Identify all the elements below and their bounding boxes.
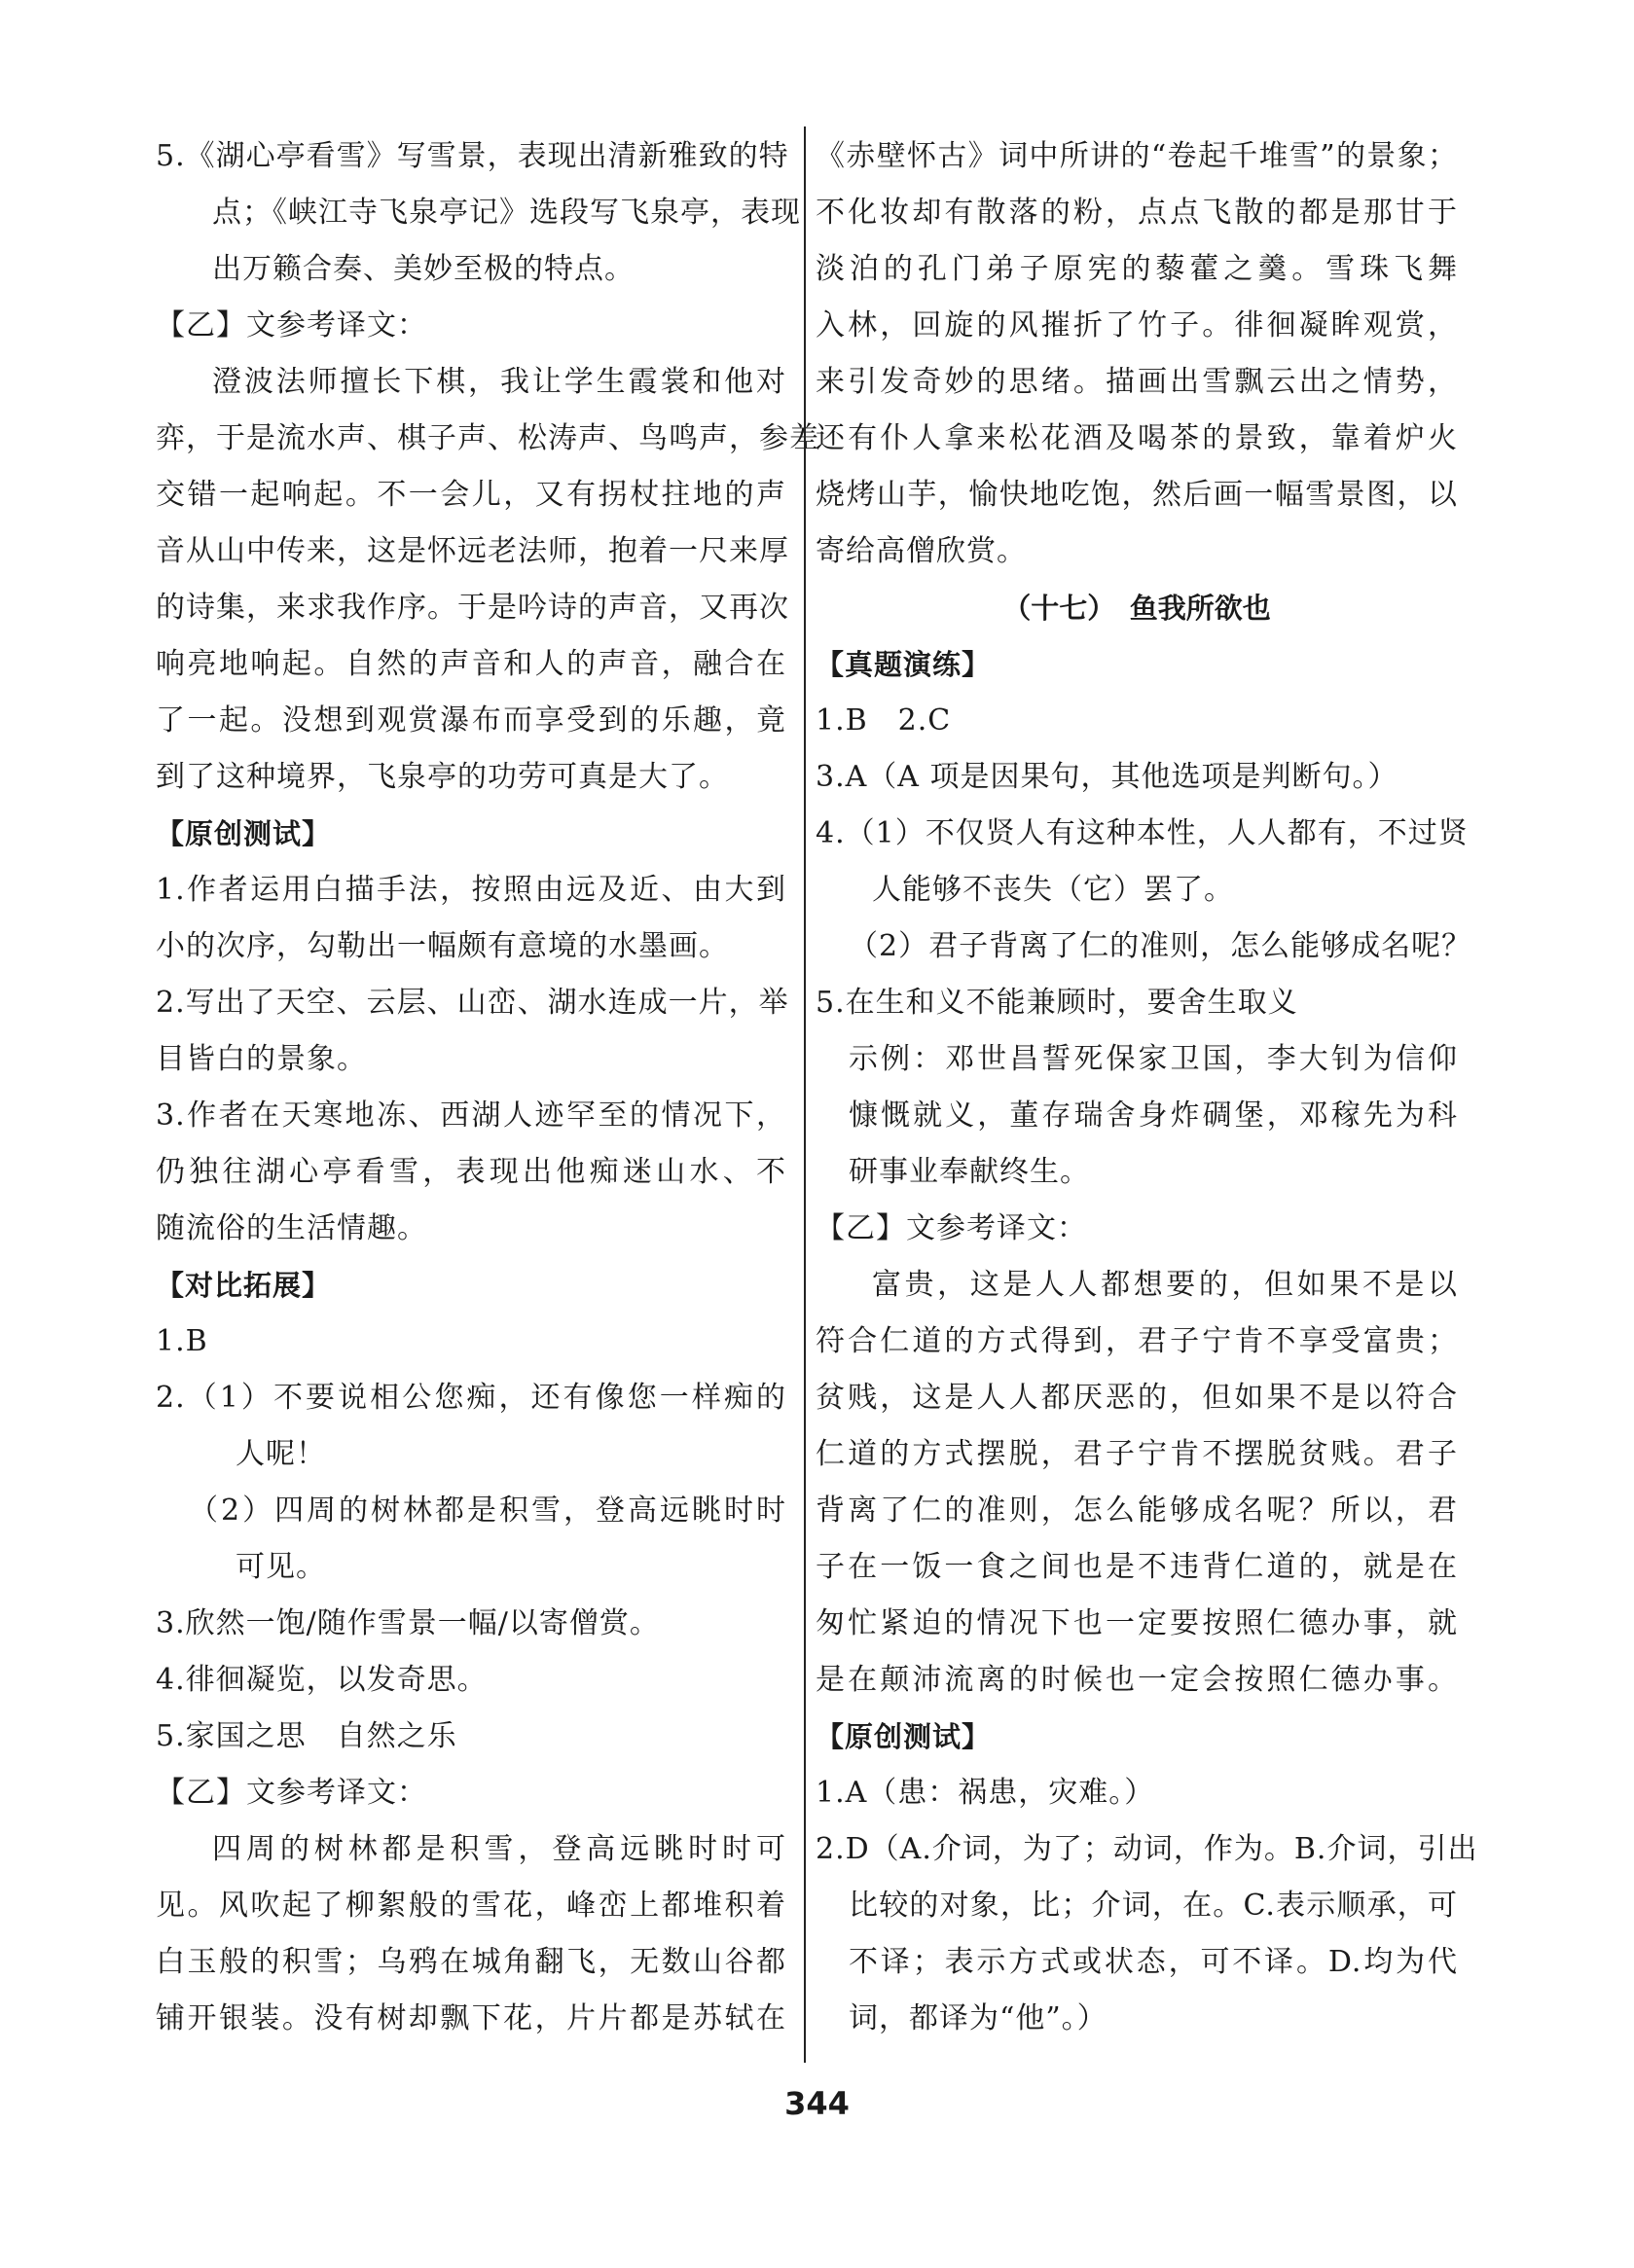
text-line: 随流俗的生活情趣。 [156, 1211, 427, 1245]
text-line: 仁道的方式摆脱，君子宁肯不摆脱贫贱。君子 [816, 1437, 1458, 1471]
text-line: （2）四周的树林都是积雪，登高远眺时时 [189, 1494, 786, 1528]
section-heading: 【原创测试】 [156, 817, 332, 850]
text-line: 研事业奉献终生。 [849, 1155, 1090, 1189]
text-line: 弈，于是流水声、棋子声、松涛声、鸟鸣声，参差 [156, 421, 819, 455]
text-line: 1.B 2.C [816, 703, 952, 738]
text-line: 3.A（A 项是因果句，其他选项是判断句。） [816, 760, 1398, 794]
text-line: 响亮地响起。自然的声音和人的声音，融合在 [156, 647, 786, 681]
text-line: 见。风吹起了柳絮般的雪花，峰峦上都堆积着 [156, 1889, 786, 1923]
text-line: 子在一饭一食之间也是不违背仁道的，就是在 [816, 1550, 1458, 1584]
text-line: 铺开银装。没有树却飘下花，片片都是苏轼在 [156, 2001, 786, 2035]
text-line: 白玉般的积雪；乌鸦在城角翻飞，无数山谷都 [156, 1945, 786, 1979]
text-line: 3.欣然一饱/随作雪景一幅/以寄僧赏。 [156, 1606, 660, 1640]
text-line: 示例：邓世昌誓死保家卫国，李大钊为信仰 [849, 1042, 1458, 1076]
text-line: 小的次序，勾勒出一幅颇有意境的水墨画。 [156, 929, 729, 963]
page-number: 344 [784, 2085, 850, 2122]
text-line: 2.（1）不要说相公您痴，还有像您一样痴的 [156, 1381, 786, 1415]
column-divider [804, 126, 806, 2063]
section-heading: 【真题演练】 [816, 648, 992, 681]
text-line: 【乙】文参考译文： [156, 308, 427, 342]
text-line: 《赤壁怀古》词中所讲的“卷起千堆雪”的景象； [816, 139, 1458, 173]
text-line: 仍独往湖心亭看雪，表现出他痴迷山水、不 [156, 1155, 786, 1189]
left-column [156, 128, 819, 2047]
text-line: 入林，回旋的风摧折了竹子。徘徊凝眸观赏， [816, 308, 1458, 342]
text-line: 4.徘徊凝览，以发奇思。 [156, 1663, 488, 1697]
text-line: 了一起。没想到观赏瀑布而享受到的乐趣，竟 [156, 703, 786, 738]
text-line: 符合仁道的方式得到，君子宁肯不享受富贵； [816, 1324, 1458, 1358]
text-line: 不译；表示方式或状态，可不译。D.均为代 [849, 1945, 1458, 1979]
text-line: 人能够不丧失（它）罢了。 [872, 873, 1234, 907]
text-line: 交错一起响起。不一会儿，又有拐杖拄地的声 [156, 478, 786, 512]
text-line: 目皆白的景象。 [156, 1042, 367, 1076]
text-line: 来引发奇妙的思绪。描画出雪飘云出之情势， [816, 365, 1458, 399]
text-line: 出万籁合奏、美妙至极的特点。 [212, 252, 635, 286]
text-line: 比较的对象，比；介词，在。C.表示顺承，可 [849, 1889, 1458, 1923]
text-line: 四周的树林都是积雪，登高远眺时时可 [212, 1832, 786, 1866]
text-line: 淡泊的孔门弟子原宪的藜藿之羹。雪珠飞舞 [816, 252, 1458, 286]
text-line: 1.作者运用白描手法，按照由远及近、由大到 [156, 873, 786, 907]
text-line: 1.A（患：祸患，灾难。） [816, 1776, 1155, 1810]
text-line: 还有仆人拿来松花酒及喝茶的景致，靠着炉火 [816, 421, 1458, 455]
text-line: 背离了仁的准则，怎么能够成名呢？所以，君 [816, 1494, 1458, 1528]
section-heading: 【对比拓展】 [156, 1269, 332, 1302]
text-line: （2）君子背离了仁的准则，怎么能够成名呢？ [849, 929, 1472, 963]
right-column [816, 128, 1478, 2047]
text-line: 3.作者在天寒地冻、西湖人迹罕至的情况下， [156, 1098, 786, 1133]
text-line: 到了这种境界，飞泉亭的功劳可真是大了。 [156, 760, 729, 794]
text-line: 慷慨就义，董存瑞舍身炸碉堡，邓稼先为科 [849, 1098, 1458, 1133]
text-line: 的诗集，来求我作序。于是吟诗的声音，又再次 [156, 591, 789, 625]
text-line: 点；《峡江寺飞泉亭记》选段写飞泉亭，表现 [212, 196, 801, 230]
text-line: 5.在生和义不能兼顾时，要舍生取义 [816, 986, 1298, 1020]
text-line: 2.D（A.介词，为了；动词，作为。B.介词，引出 [816, 1832, 1478, 1866]
text-line: 富贵，这是人人都想要的，但如果不是以 [872, 1268, 1458, 1302]
text-line: 5.《湖心亭看雪》写雪景，表现出清新雅致的特 [156, 139, 789, 173]
text-line: 2.写出了天空、云层、山峦、湖水连成一片，举 [156, 986, 789, 1020]
text-line: 是在颠沛流离的时候也一定会按照仁德办事。 [816, 1663, 1458, 1697]
text-line: 5.家国之思 自然之乐 [156, 1719, 457, 1753]
text-line: 词，都译为“他”。） [849, 2001, 1107, 2035]
text-line: 烧烤山芋，愉快地吃饱，然后画一幅雪景图，以 [816, 478, 1458, 512]
text-line: 【乙】文参考译文： [816, 1211, 1087, 1245]
chapter-title: （十七） 鱼我所欲也 [1002, 592, 1271, 625]
text-line: 音从山中传来，这是怀远老法师，抱着一尺来厚 [156, 534, 789, 568]
text-line: 不化妆却有散落的粉，点点飞散的都是那甘于 [816, 196, 1458, 230]
text-line: 4.（1）不仅贤人有这种本性，人人都有，不过贤 [816, 816, 1469, 850]
section-heading: 【原创测试】 [816, 1720, 992, 1753]
text-line: 1.B [156, 1324, 208, 1358]
text-line: 人呢！ [236, 1437, 326, 1471]
text-line: 可见。 [236, 1550, 326, 1584]
text-line: 澄波法师擅长下棋，我让学生霞裳和他对 [212, 365, 786, 399]
text-line: 贫贱，这是人人都厌恶的，但如果不是以符合 [816, 1381, 1458, 1415]
text-line: 匆忙紧迫的情况下也一定要按照仁德办事，就 [816, 1606, 1458, 1640]
text-line: 寄给高僧欣赏。 [816, 534, 1027, 568]
text-line: 【乙】文参考译文： [156, 1776, 427, 1810]
